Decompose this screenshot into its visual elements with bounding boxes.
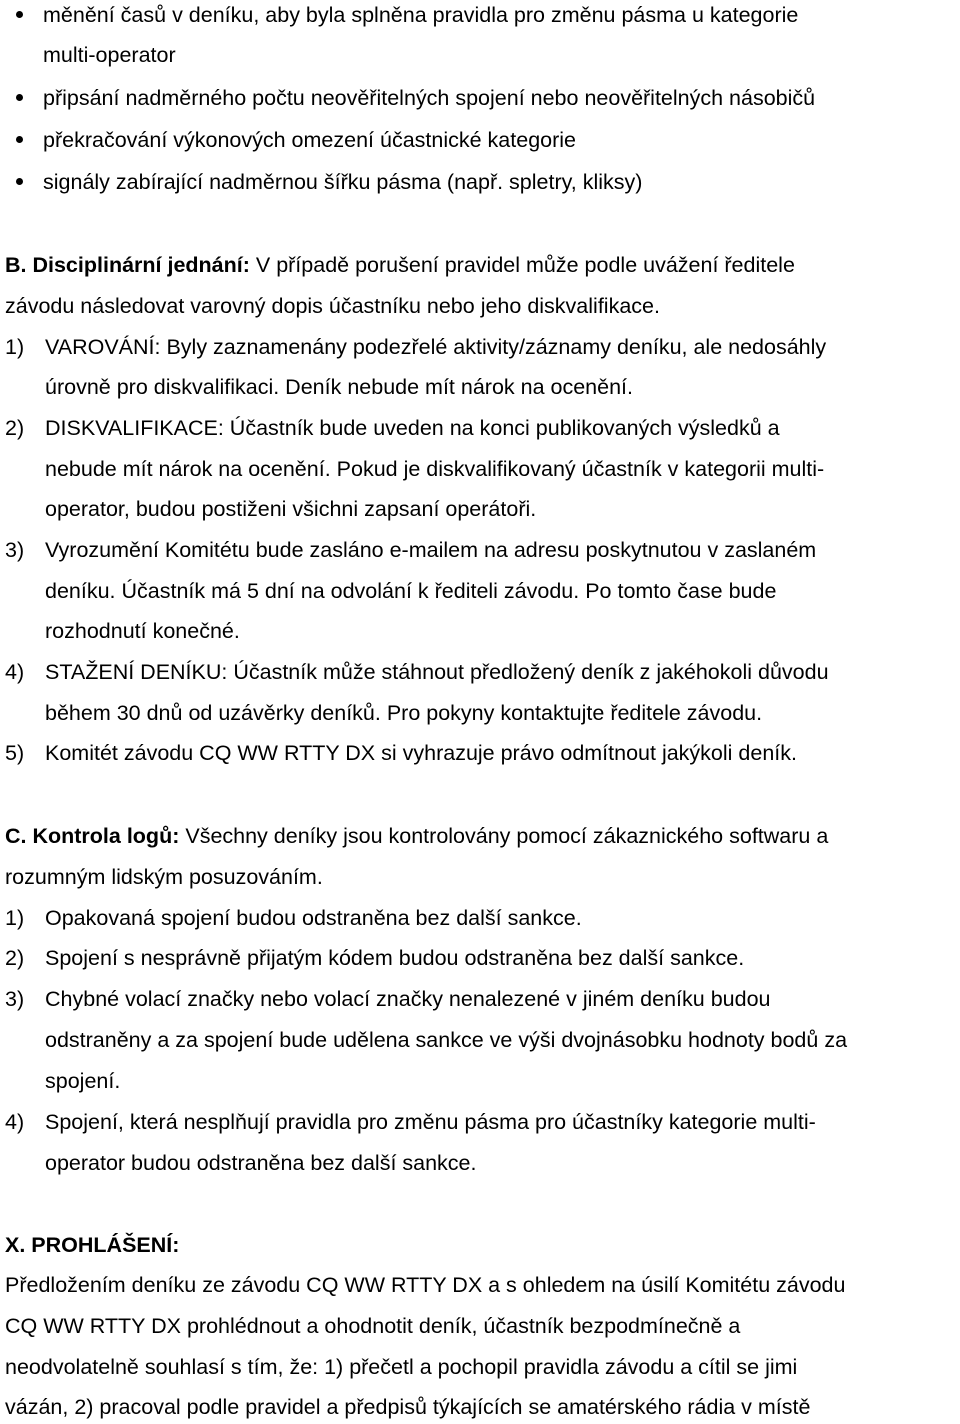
- bullet-text: připsání nadměrného počtu neověřitelných spojení nebo neověřitelných násobičů: [43, 86, 816, 110]
- list-item-line: Spojení s nesprávně přijatým kódem budou odstraněna bez další sankce.: [45, 946, 745, 970]
- list-number: 4): [5, 1110, 25, 1134]
- section-x-heading: [5, 1232, 179, 1258]
- section-b-intro-text: V případě porušení pravidel může podle uvážení ředitele: [249, 253, 795, 277]
- paragraph-line: Předložením deníku ze závodu CQ WW RTTY DX a s ohledem na úsilí Komitétu závodu: [5, 1273, 846, 1297]
- bullet-dot: [16, 136, 23, 143]
- section-c-intro-line2: rozumným lidským posuzováním.: [5, 865, 323, 889]
- list-number: 4): [5, 660, 25, 684]
- section-b-heading: B. Disciplinární jednání:: [5, 253, 250, 277]
- bullet-text: multi-operator: [43, 43, 176, 67]
- list-item-line: operator budou odstraněna bez další sankce.: [45, 1151, 477, 1175]
- list-item-line: nebude mít nárok na ocenění. Pokud je diskvalifikovaný účastník v kategorii multi-: [45, 457, 825, 481]
- list-item-line: DISKVALIFIKACE: Účastník bude uveden na konci publikovaných výsledků a: [45, 416, 780, 440]
- section-x-heading-text: X. PROHLÁŠENÍ:: [5, 1233, 180, 1257]
- paragraph-line: vázán, 2) pracoval podle pravidel a předpisů týkajících se amatérského rádia v místě: [5, 1395, 811, 1419]
- list-item-line: VAROVÁNÍ: Byly zaznamenány podezřelé aktivity/záznamy deníku, ale nedosáhly: [45, 335, 827, 359]
- list-number: 1): [5, 906, 25, 930]
- bullet-dot: [16, 178, 23, 185]
- list-item-line: odstraněny a za spojení bude udělena sankce ve výši dvojnásobku hodnoty bodů za: [45, 1028, 848, 1052]
- bullet-text: měnění časů v deníku, aby byla splněna pravidla pro změnu pásma u kategorie: [43, 3, 799, 27]
- bullet-text: překračování výkonových omezení účastnické kategorie: [43, 128, 576, 152]
- list-item-line: spojení.: [45, 1069, 121, 1093]
- list-number: 2): [5, 946, 25, 970]
- list-number: 1): [5, 335, 25, 359]
- bullet-dot: [16, 94, 23, 101]
- list-item-line: STAŽENÍ DENÍKU: Účastník může stáhnout předložený deník z jakéhokoli důvodu: [45, 660, 829, 684]
- list-item-line: Chybné volací značky nebo volací značky nenalezené v jiném deníku budou: [45, 987, 771, 1011]
- list-item-line: Komitét závodu CQ WW RTTY DX si vyhrazuje právo odmítnout jakýkoli deník.: [45, 741, 797, 765]
- list-item-line: operator, budou postiženi všichni zapsaní operátoři.: [45, 497, 537, 521]
- list-item-line: během 30 dnů od uzávěrky deníků. Pro pokyny kontaktujte ředitele závodu.: [45, 701, 763, 725]
- list-number: 3): [5, 538, 25, 562]
- section-b-intro-line2: závodu následovat varovný dopis účastníku nebo jeho diskvalifikace.: [5, 294, 660, 318]
- list-item-line: rozhodnutí konečné.: [45, 619, 240, 643]
- list-item-line: úrovně pro diskvalifikaci. Deník nebude mít nárok na ocenění.: [45, 375, 633, 399]
- list-number: 5): [5, 741, 25, 765]
- section-b-intro: [5, 252, 795, 278]
- list-item-line: deníku. Účastník má 5 dní na odvolání k řediteli závodu. Po tomto čase bude: [45, 579, 777, 603]
- bullet-dot: [16, 11, 23, 18]
- list-item-line: Spojení, která nesplňují pravidla pro změnu pásma pro účastníky kategorie multi-: [45, 1110, 816, 1134]
- bullet-text: signály zabírající nadměrnou šířku pásma (např. spletry, kliksy): [43, 170, 643, 194]
- list-item-line: Opakovaná spojení budou odstraněna bez další sankce.: [45, 906, 582, 930]
- list-number: 3): [5, 987, 25, 1011]
- section-c-intro-text: Všechny deníky jsou kontrolovány pomocí zákaznického softwaru a: [179, 824, 829, 848]
- paragraph-line: neodvolatelně souhlasí s tím, že: 1) přečetl a pochopil pravidla závodu a cítil se jimi: [5, 1355, 798, 1379]
- section-c-heading: C. Kontrola logů:: [5, 824, 180, 848]
- paragraph-line: CQ WW RTTY DX prohlédnout a ohodnotit deník, účastník bezpodmínečně a: [5, 1314, 741, 1338]
- list-item-line: Vyrozumění Komitétu bude zasláno e-mailem na adresu poskytnutou v zaslaném: [45, 538, 817, 562]
- list-number: 2): [5, 416, 25, 440]
- section-c-intro: [5, 823, 828, 849]
